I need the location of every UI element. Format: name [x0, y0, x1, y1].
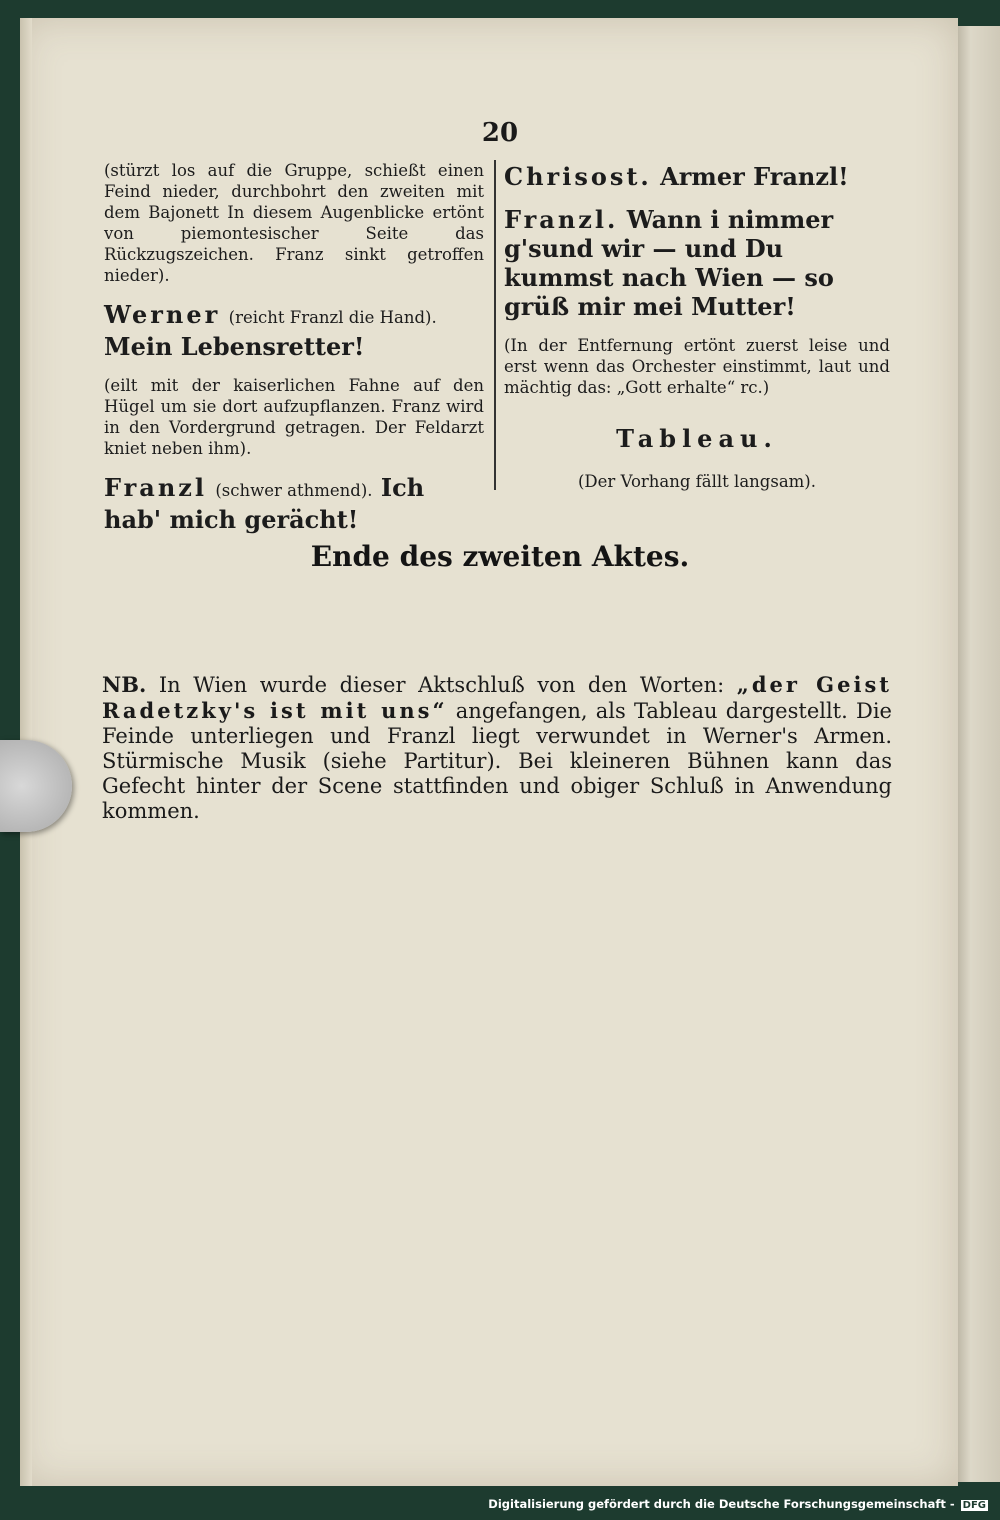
- speech-text: Ich hab' mich gerächt!: [104, 473, 425, 534]
- nota-bene-note: [102, 672, 892, 824]
- stage-direction: (Der Vorhang fällt langsam).: [578, 472, 816, 491]
- speaker-name: Franzl: [104, 473, 208, 502]
- speech: [504, 162, 890, 191]
- speech-text: Wann i nimmer g'sund wir — und Du kummst nach Wien — so grüß mir mei Mutter!: [504, 205, 834, 321]
- page-number: 20: [481, 118, 519, 148]
- footer-credit: [488, 1497, 988, 1511]
- nb-quote: „der Geist Radetzky's ist mit uns“: [102, 672, 892, 723]
- nb-text: angefangen, als Tableau dargestellt. Die Feinde unterliegen und Franzl liegt verwundet in Werner's Armen. Stürmische Musik (siehe Partitur). Bei kleineren Bühnen kann das Gefecht hinter der Scene stattfinden und obiger Schluß in Anwendung kommen.: [102, 699, 892, 823]
- inline-direction: (reicht Franzl die Hand).: [228, 308, 437, 327]
- speech-text: Armer Franzl!: [660, 162, 849, 191]
- inline-direction: (schwer athmend).: [215, 481, 373, 500]
- stage-direction: (eilt mit der kaiserlichen Fahne auf den Hügel um sie dort aufzupflanzen. Franz wird in den Vordergrund getragen. Der Feldarzt kniet neben ihm).: [104, 376, 484, 458]
- stage-direction: (stürzt los auf die Gruppe, schießt einen Feind nieder, durchbohrt den zweiten mit dem Bajonett In diesem Augenblicke ertönt von piemontesischer Seite das Rückzugszeichen. Franz sinkt getroffen nieder).: [104, 161, 484, 285]
- speech: [504, 205, 890, 321]
- speaker-name: Werner: [104, 300, 221, 329]
- act-end-heading: Ende des zweiten Aktes.: [310, 540, 690, 573]
- left-column: [104, 160, 484, 534]
- right-column: [504, 162, 890, 492]
- tableau-heading: Tableau.: [616, 424, 778, 453]
- adjacent-page-edge: [958, 26, 1000, 1482]
- speech-text: Mein Lebensretter!: [104, 332, 365, 361]
- speaker-name: Franzl.: [504, 205, 619, 234]
- speech: [104, 300, 484, 361]
- dfg-logo: DFG: [962, 1500, 986, 1511]
- speech: [104, 473, 484, 534]
- speaker-name: Chrisost.: [504, 162, 652, 191]
- footer-text: Digitalisierung gefördert durch die Deutsche Forschungsgemeinschaft -: [488, 1497, 955, 1511]
- stage-direction: (In der Entfernung ertönt zuerst leise und erst wenn das Orchester einstimmt, laut und mächtig das: „Gott erhalte“ rc.): [504, 336, 890, 397]
- column-divider: [494, 160, 496, 490]
- nb-text: In Wien wurde dieser Aktschluß von den Worten:: [158, 673, 725, 697]
- nb-label: NB.: [102, 672, 147, 697]
